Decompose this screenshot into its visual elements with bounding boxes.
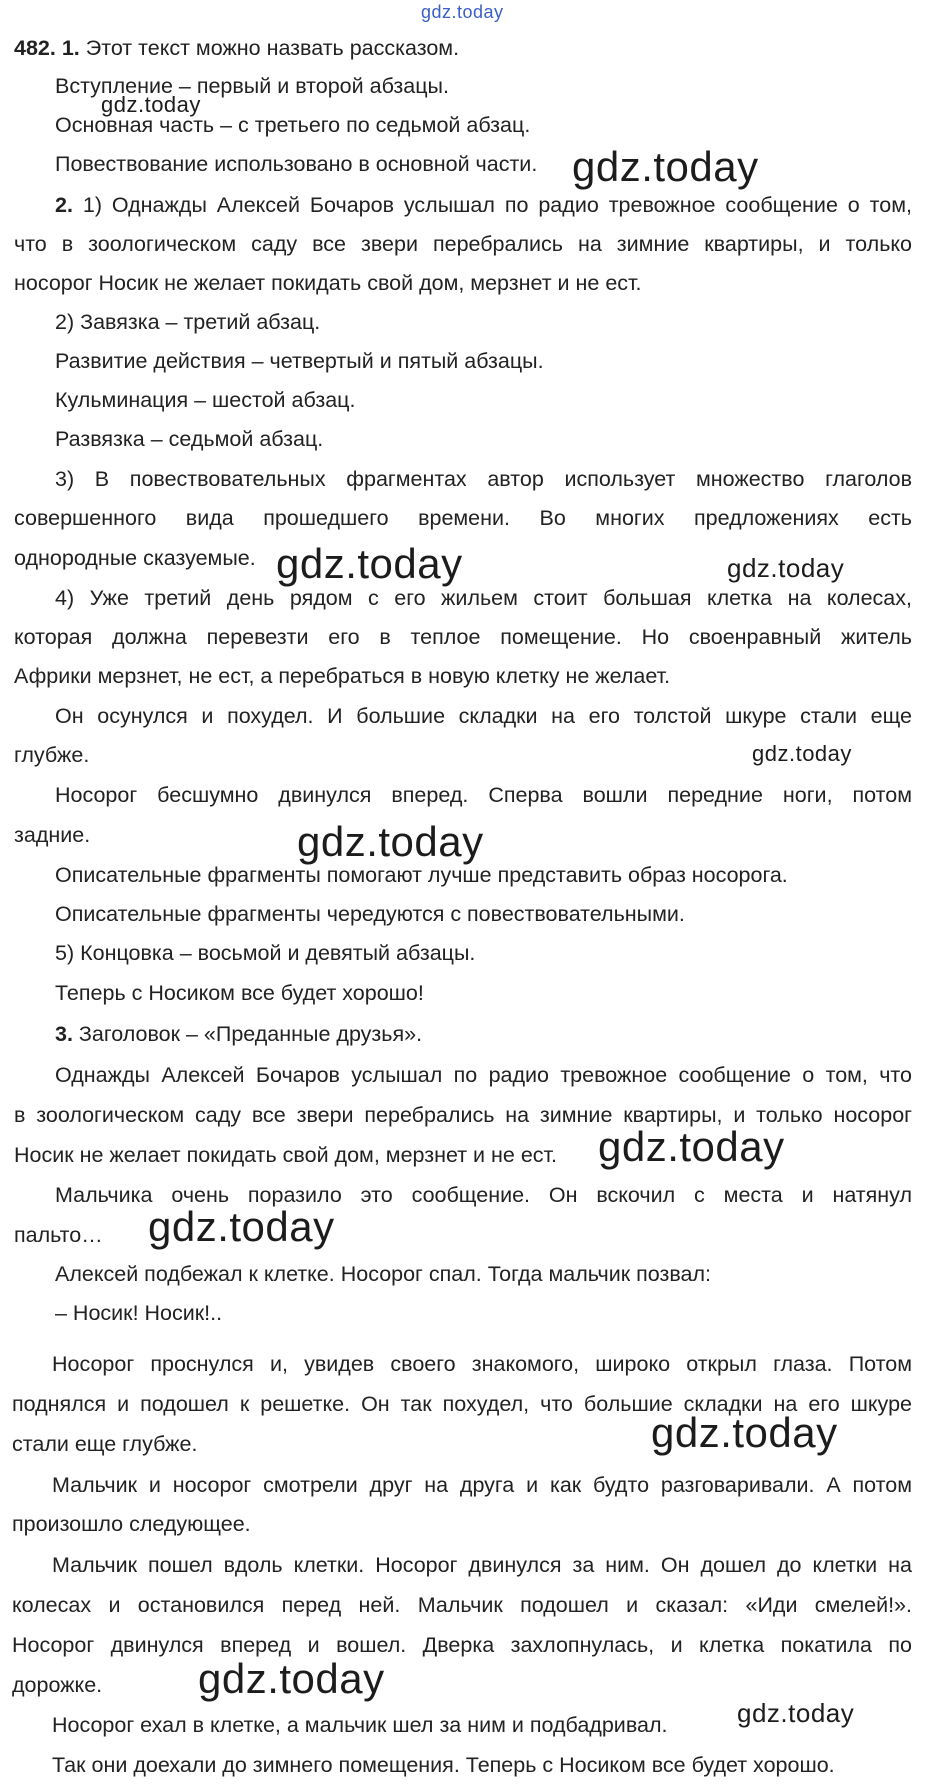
text-line: Кульминация – шестой абзац.: [55, 388, 356, 412]
text-line: Повествование использовано в основной части.: [55, 152, 538, 176]
watermark: gdz.today: [421, 2, 504, 22]
watermark: gdz.today: [598, 1123, 785, 1170]
text-line: 2) Завязка – третий абзац.: [55, 310, 321, 334]
task-heading: 482. 1. Этот текст можно назвать рассказом.: [14, 36, 460, 60]
text-line: Теперь с Носиком все будет хорошо!: [55, 981, 424, 1005]
text-line: Описательные фрагменты чередуются с повествовательными.: [55, 902, 685, 926]
text-line: колесах и остановился перед ней. Мальчик подошел и сказал: «Иди смелей!».: [12, 1593, 912, 1617]
text-line: 5) Концовка – восьмой и девятый абзацы.: [55, 941, 476, 965]
text-line: Носик не желает покидать свой дом, мерзнет и не ест.: [14, 1143, 557, 1167]
text-line: Алексей подбежал к клетке. Носорог спал. Тогда мальчик позвал:: [55, 1262, 711, 1286]
text-line: Носорог двинулся вперед и вошел. Дверка захлопнулась, и клетка покатила по: [12, 1633, 912, 1657]
watermark: gdz.today: [297, 818, 484, 865]
text-line: Вступление – первый и второй абзацы.: [55, 74, 449, 98]
text-line: Мальчик пошел вдоль клетки. Носорог двинулся за ним. Он дошел до клетки на: [52, 1553, 912, 1577]
text-line: Развязка – седьмой абзац.: [55, 427, 324, 451]
text-line: – Носик! Носик!..: [55, 1301, 223, 1325]
text-line: глубже.: [14, 743, 90, 767]
text-line: Носорог бесшумно двинулся вперед. Сперва вошли передние ноги, потом: [55, 783, 912, 807]
text-line: которая должна перевезти его в теплое помещение. Но своенравный житель: [14, 625, 912, 649]
watermark: gdz.today: [752, 741, 852, 766]
text-line: Однажды Алексей Бочаров услышал по радио тревожное сообщение о том, что: [55, 1063, 912, 1087]
text-line: Мальчик и носорог смотрели друг на друга и как будто разговаривали. А потом: [52, 1473, 912, 1497]
text-line: поднялся и подошел к решетке. Он так похудел, что большие складки на его шкуре: [12, 1392, 912, 1416]
text-line: Он осунулся и похудел. И большие складки на его толстой шкуре стали еще: [55, 704, 912, 728]
text-line: пальто…: [14, 1223, 103, 1247]
text-line: что в зоологическом саду все звери перебрались на зимние квартиры, и только: [14, 232, 912, 256]
section-2-heading: 2. 1) Однажды Алексей Бочаров услышал по радио тревожное сообщение о том,: [55, 193, 912, 217]
text-line: Развитие действия – четвертый и пятый абзацы.: [55, 349, 544, 373]
watermark: gdz.today: [737, 1698, 855, 1728]
text-line: Основная часть – с третьего по седьмой абзац.: [55, 113, 531, 137]
text-line: произошло следующее.: [12, 1512, 251, 1536]
text-line: совершенного вида прошедшего времени. Во многих предложениях есть: [14, 506, 912, 530]
text-line: в зоологическом саду все звери перебрались на зимние квартиры, и только носорог: [14, 1103, 912, 1127]
text-line: однородные сказуемые.: [14, 546, 256, 570]
text-line: носорог Носик не желает покидать свой дом, мерзнет и не ест.: [14, 271, 642, 295]
text-line: задние.: [14, 823, 91, 847]
text-line: Африки мерзнет, не ест, а перебраться в новую клетку не желает.: [14, 664, 671, 688]
text-line: Описательные фрагменты помогают лучше представить образ носорога.: [55, 863, 788, 887]
text-line: стали еще глубже.: [12, 1432, 198, 1456]
watermark: gdz.today: [572, 143, 759, 190]
text-line: Так они доехали до зимнего помещения. Теперь с Носиком все будет хорошо.: [52, 1753, 835, 1777]
text-line: Носорог ехал в клетке, а мальчик шел за ним и подбадривал.: [52, 1713, 668, 1737]
text-line: Носорог проснулся и, увидев своего знакомого, широко открыл глаза. Потом: [52, 1352, 912, 1376]
watermark: gdz.today: [651, 1409, 838, 1456]
text-line: Мальчика очень поразило это сообщение. Он вскочил с места и натянул: [55, 1183, 912, 1207]
text-line: 4) Уже третий день рядом с его жильем стоит большая клетка на колесах,: [55, 586, 912, 610]
text-line: 3) В повествовательных фрагментах автор использует множество глаголов: [55, 467, 912, 491]
watermark: gdz.today: [276, 540, 463, 587]
text-line: дорожке.: [12, 1673, 103, 1697]
watermark: gdz.today: [101, 92, 201, 117]
watermark: gdz.today: [148, 1203, 335, 1250]
watermark: gdz.today: [198, 1655, 385, 1702]
watermark: gdz.today: [727, 553, 845, 583]
section-3-heading: 3. Заголовок – «Преданные друзья».: [55, 1022, 423, 1046]
